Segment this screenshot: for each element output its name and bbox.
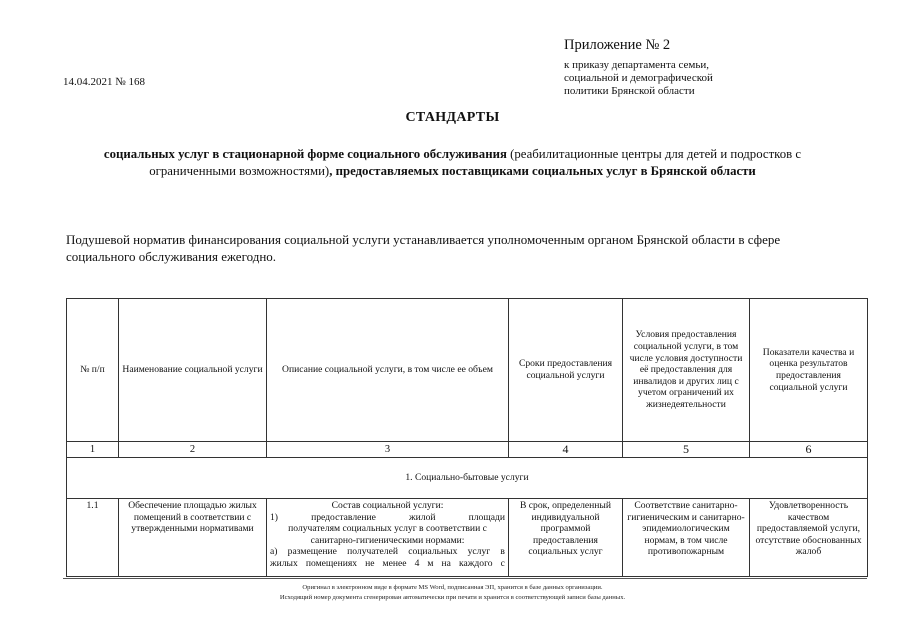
row-terms: В срок, определенный индивидуальной программой предоставления социальных услуг	[509, 499, 623, 577]
header-description: Описание социальной услуги, в том числе ее объем	[267, 299, 509, 442]
table-row	[67, 499, 868, 577]
row-service-name: Обеспечение площадью жилых помещений в соответствии с утвержденными нормативами	[119, 499, 267, 577]
row-conditions: Соответствие санитарно-гигиеническим и санитарно-эпидемиологическим нормам, в том числе противопожарным	[623, 499, 750, 577]
footer-line-1: Оригинал в электронном виде в формате MS Word, подписанная ЭП, хранится в базе данных организации.	[302, 584, 603, 591]
description-item-1-line	[270, 512, 505, 524]
word: в	[500, 546, 505, 558]
word: 4	[414, 557, 420, 569]
word: предоставление	[311, 511, 376, 523]
word: менее	[382, 557, 407, 569]
header-terms: Сроки предоставления социальной услуги	[509, 299, 623, 442]
word: размещение	[287, 546, 337, 558]
subtitle-bold-part-1: социальных услуг в стационарной форме социального обслуживания	[103, 147, 507, 161]
column-number-5: 5	[623, 442, 750, 458]
word: жилой	[409, 511, 436, 523]
column-number-4: 4	[509, 442, 623, 458]
word: а)	[270, 546, 278, 558]
section-title: 1. Социально-бытовые услуги	[67, 458, 868, 499]
column-number-2: 2	[119, 442, 267, 458]
subtitle-normal-part: (реабилитационные центры для детей и подростков с ограниченными возможностями)	[149, 147, 802, 178]
appendix-line-2: социальной и демографической	[564, 72, 713, 84]
row-description	[267, 499, 509, 577]
word: помещениях	[305, 557, 358, 569]
financing-paragraph: Подушевой норматив финансирования социальной услуги устанавливается уполномоченным органом Брянской области в сфере социального обслуживания ежегодно.	[66, 232, 781, 264]
header-conditions: Условия предоставления социальной услуги, в том числе условия доступности её предоставления для инвалидов и других лиц с учетом ограничений их жизнедеятельности	[623, 299, 750, 442]
table-header-row	[67, 299, 868, 442]
description-intro: Состав социальной услуги:	[331, 500, 444, 511]
word: 1)	[270, 511, 278, 523]
column-number-3: 3	[267, 442, 509, 458]
subtitle-bold-part-2: , предоставляемых поставщиками социальных услуг в Брянской области	[329, 163, 756, 178]
footer-line-2: Исходящий номер документа сгенерирован автоматически при печати и хранится в соответствующей записи базы данных.	[279, 594, 626, 601]
appendix-line-1: к приказу департамента семьи,	[564, 59, 710, 71]
document-number: 14.04.2021 № 168	[63, 76, 145, 88]
word: получателей	[347, 546, 398, 558]
column-number-6: 6	[750, 442, 868, 458]
header-quality: Показатели качества и оценка результатов предоставления социальной услуги	[750, 299, 868, 442]
word: с	[500, 557, 505, 569]
header-number: № п/п	[67, 299, 119, 442]
row-quality: Удовлетворенность качеством предоставляемой услуги, отсутствие обоснованных жалоб	[750, 499, 868, 577]
word: м	[427, 557, 434, 569]
column-numbers-row	[67, 442, 868, 458]
row-number: 1.1	[67, 499, 119, 577]
appendix-line-3: политики Брянской области	[564, 85, 695, 97]
document-title: СТАНДАРТЫ	[405, 110, 500, 125]
word: не	[365, 557, 375, 569]
description-item-2-line-2	[270, 558, 505, 570]
standards-table	[66, 298, 868, 577]
description-item-1-rest: получателям социальных услуг в соответствии с санитарно-гигиеническими нормами:	[288, 523, 487, 546]
word: на	[441, 557, 451, 569]
document-subtitle	[70, 146, 835, 179]
word: площади	[468, 511, 505, 523]
description-item-2-line-1	[270, 546, 505, 558]
section-row	[67, 458, 868, 499]
footer-divider	[63, 578, 867, 579]
word: социальных	[408, 546, 458, 558]
appendix-title: Приложение № 2	[564, 37, 671, 53]
header-service-name: Наименование социальной услуги	[119, 299, 267, 442]
word: каждого	[459, 557, 493, 569]
word: жилых	[270, 557, 298, 569]
word: услуг	[467, 546, 491, 558]
column-number-1: 1	[67, 442, 119, 458]
